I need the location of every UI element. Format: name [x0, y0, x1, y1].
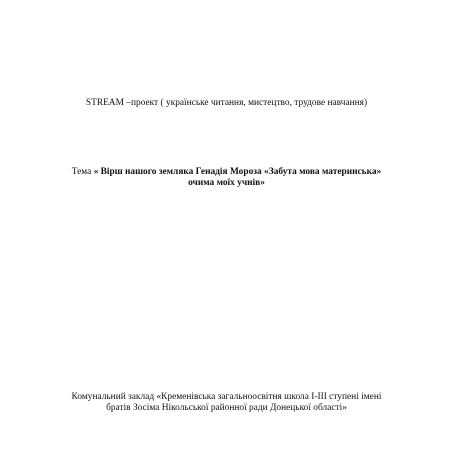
topic-prefix: Тема [71, 167, 94, 177]
institution-line-2: братів Зосіма Нікольської районної ради Донецької області» [106, 403, 347, 413]
topic-row-1 [0, 167, 453, 178]
topic-title-line-2: очима моїх учнів» [188, 178, 265, 188]
topic-title-line-1: « Вірш нашого земляка Генадія Мороза «Забута мова материнська» [93, 167, 382, 177]
topic-row-2 [0, 178, 453, 189]
project-line: STREAM –проект ( українське читання, мистецтво, трудове навчання) [85, 98, 368, 108]
institution-block [0, 392, 453, 414]
institution-line-1: Комунальний заклад «Кременівська загальноосвітня школа І-ІІІ ступені імені [71, 392, 382, 402]
topic-block [0, 167, 453, 189]
